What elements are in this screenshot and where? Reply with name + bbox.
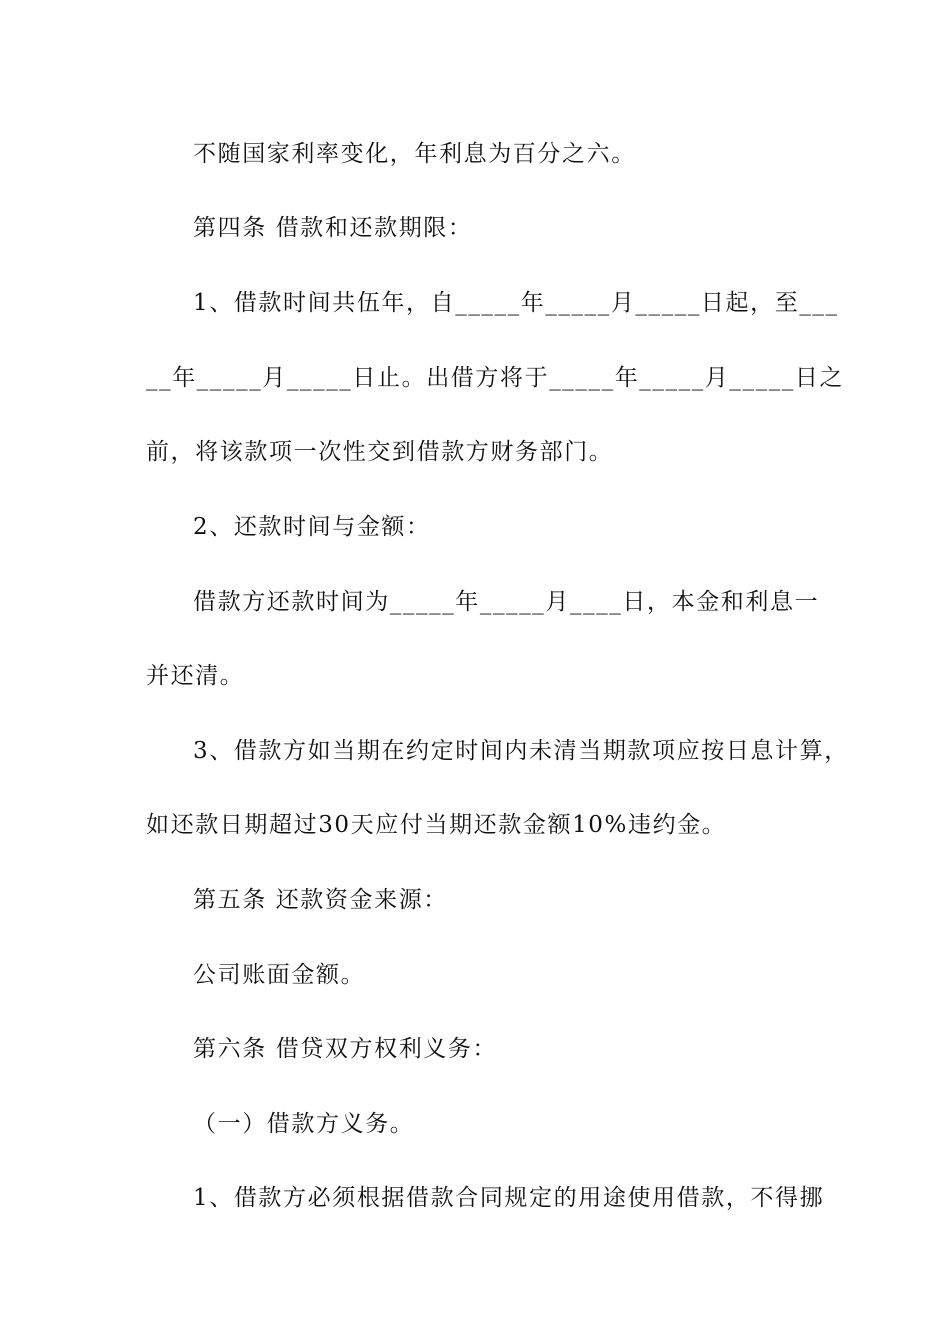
article-6-heading: 第六条 借贷双方权利义务： <box>193 1036 498 1062</box>
repayment-heading: 2、还款时间与金额： <box>193 514 431 540</box>
repayment-time-line-1: 借款方还款时间为_____年_____月____日，本金和利息一 <box>193 589 820 615</box>
fund-source-text: 公司账面金额。 <box>193 962 366 988</box>
late-penalty-line-1: 3、借款方如当期在约定时间内未清当期款项应按日息计算， <box>193 738 849 764</box>
borrower-obligation-1: 1、借款方必须根据借款合同规定的用途使用借款，不得挪 <box>193 1185 825 1211</box>
borrower-obligations-heading: （一）借款方义务。 <box>193 1111 415 1137</box>
late-penalty-line-2: 如还款日期超过30天应付当期还款金额10%违约金。 <box>146 812 727 838</box>
loan-period-line-3: 前，将该款项一次性交到借款方财务部门。 <box>146 439 614 465</box>
loan-period-line-1: 1、借款时间共伍年，自_____年_____月_____日起，至___ <box>193 290 839 316</box>
repayment-time-line-2: 并还清。 <box>146 663 245 689</box>
loan-period-line-2: __年_____月_____日止。出借方将于_____年_____月_____日之 <box>146 365 845 391</box>
article-4-heading: 第四条 借款和还款期限： <box>193 215 473 241</box>
paragraph-interest-rate: 不随国家利率变化，年利息为百分之六。 <box>193 141 636 167</box>
article-5-heading: 第五条 还款资金来源： <box>193 887 448 913</box>
